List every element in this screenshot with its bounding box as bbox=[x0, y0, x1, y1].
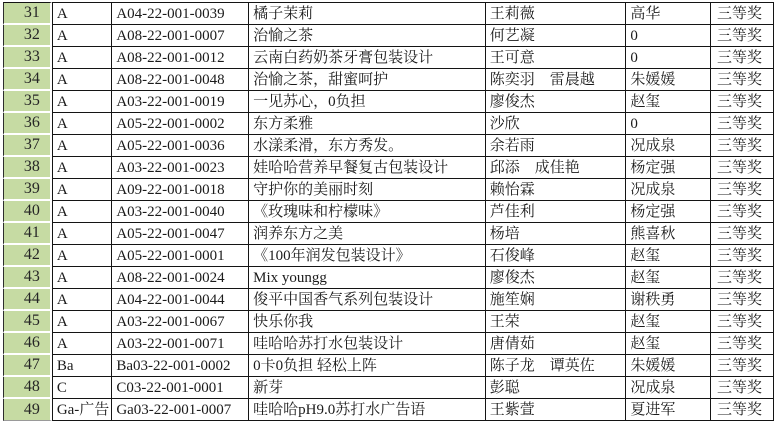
award-table-body bbox=[3, 2, 774, 421]
row-number-cell[interactable]: 36 bbox=[3, 113, 52, 135]
row-number-cell[interactable]: 45 bbox=[3, 311, 52, 333]
row-number-cell[interactable]: 35 bbox=[3, 91, 52, 113]
authors-cell[interactable]: 陈子龙 谭英佐 bbox=[486, 355, 627, 377]
row-number-cell[interactable]: 34 bbox=[3, 69, 52, 91]
table-row bbox=[3, 25, 774, 47]
entry-code-cell[interactable]: A04-22-001-0044 bbox=[112, 289, 249, 311]
award-cell[interactable]: 三等奖 bbox=[711, 135, 774, 157]
category-cell[interactable]: A bbox=[52, 289, 113, 311]
award-cell[interactable]: 三等奖 bbox=[711, 245, 774, 267]
category-cell[interactable]: A bbox=[52, 201, 113, 223]
entry-code-cell[interactable]: A03-22-001-0071 bbox=[112, 333, 249, 355]
table-row bbox=[3, 245, 774, 267]
work-title-cell[interactable]: 《100年润发包装设计》 bbox=[249, 245, 486, 267]
table-row bbox=[3, 69, 774, 91]
entry-code-cell[interactable]: A08-22-001-0048 bbox=[112, 69, 249, 91]
table-row bbox=[3, 135, 774, 157]
category-cell[interactable]: Ba bbox=[52, 355, 113, 377]
work-title-cell[interactable]: 哇哈哈苏打水包装设计 bbox=[249, 333, 486, 355]
authors-cell[interactable]: 余若雨 bbox=[486, 135, 627, 157]
table-row bbox=[3, 179, 774, 201]
advisor-cell[interactable]: 高华 bbox=[626, 2, 711, 25]
award-cell[interactable]: 三等奖 bbox=[711, 289, 774, 311]
row-number-cell[interactable]: 40 bbox=[3, 201, 52, 223]
table-row bbox=[3, 223, 774, 245]
award-cell[interactable]: 三等奖 bbox=[711, 91, 774, 113]
advisor-cell[interactable]: 赵玺 bbox=[626, 245, 711, 267]
work-title-cell[interactable]: 0卡0负担 轻松上阵 bbox=[249, 355, 486, 377]
row-number-cell[interactable]: 46 bbox=[3, 333, 52, 355]
award-cell[interactable]: 三等奖 bbox=[711, 25, 774, 47]
award-cell[interactable]: 三等奖 bbox=[711, 113, 774, 135]
category-cell[interactable]: A bbox=[52, 69, 113, 91]
advisor-cell[interactable]: 朱媛媛 bbox=[626, 69, 711, 91]
award-cell[interactable]: 三等奖 bbox=[711, 47, 774, 69]
authors-cell[interactable]: 王紫萱 bbox=[486, 399, 627, 421]
work-title-cell[interactable]: 娃哈哈营养早餐复古包装设计 bbox=[249, 157, 486, 179]
entry-code-cell[interactable]: A08-22-001-0024 bbox=[112, 267, 249, 289]
row-number-cell[interactable]: 32 bbox=[3, 25, 52, 47]
category-cell[interactable]: A bbox=[52, 157, 113, 179]
category-cell[interactable]: A bbox=[52, 179, 113, 201]
table-row bbox=[3, 311, 774, 333]
entry-code-cell[interactable]: A03-22-001-0067 bbox=[112, 311, 249, 333]
category-cell[interactable]: A bbox=[52, 223, 113, 245]
category-cell[interactable]: A bbox=[52, 47, 113, 69]
award-cell[interactable]: 三等奖 bbox=[711, 267, 774, 289]
category-cell[interactable]: A bbox=[52, 113, 113, 135]
advisor-cell[interactable]: 赵玺 bbox=[626, 311, 711, 333]
authors-cell[interactable]: 彭聪 bbox=[486, 377, 627, 399]
advisor-cell[interactable]: 况成泉 bbox=[626, 377, 711, 399]
entry-code-cell[interactable]: A05-22-001-0001 bbox=[112, 245, 249, 267]
award-cell[interactable]: 三等奖 bbox=[711, 355, 774, 377]
advisor-cell[interactable]: 0 bbox=[626, 47, 711, 69]
work-title-cell[interactable]: 俊平中国香气系列包装设计 bbox=[249, 289, 486, 311]
work-title-cell[interactable]: 润养东方之美 bbox=[249, 223, 486, 245]
table-row bbox=[3, 113, 774, 135]
award-cell[interactable]: 三等奖 bbox=[711, 201, 774, 223]
advisor-cell[interactable]: 杨定强 bbox=[626, 201, 711, 223]
work-title-cell[interactable]: 《玫瑰味和柠檬味》 bbox=[249, 201, 486, 223]
entry-code-cell[interactable]: A08-22-001-0012 bbox=[112, 47, 249, 69]
work-title-cell[interactable]: 新芽 bbox=[249, 377, 486, 399]
entry-code-cell[interactable]: A03-22-001-0040 bbox=[112, 201, 249, 223]
advisor-cell[interactable]: 况成泉 bbox=[626, 179, 711, 201]
entry-code-cell[interactable]: A05-22-001-0002 bbox=[112, 113, 249, 135]
table-row bbox=[3, 91, 774, 113]
authors-cell[interactable]: 廖俊杰 bbox=[486, 91, 627, 113]
entry-code-cell[interactable]: A05-22-001-0047 bbox=[112, 223, 249, 245]
category-cell[interactable]: A bbox=[52, 135, 113, 157]
advisor-cell[interactable]: 熊喜秋 bbox=[626, 223, 711, 245]
table-row bbox=[3, 355, 774, 377]
category-cell[interactable]: A bbox=[52, 2, 113, 25]
work-title-cell[interactable]: 东方柔雅 bbox=[249, 113, 486, 135]
work-title-cell[interactable]: 守护你的美丽时刻 bbox=[249, 179, 486, 201]
award-cell[interactable]: 三等奖 bbox=[711, 377, 774, 399]
entry-code-cell[interactable]: A03-22-001-0019 bbox=[112, 91, 249, 113]
row-number-cell[interactable]: 31 bbox=[3, 2, 52, 25]
row-number-cell[interactable]: 37 bbox=[3, 135, 52, 157]
entry-code-cell[interactable]: C03-22-001-0001 bbox=[112, 377, 249, 399]
authors-cell[interactable]: 廖俊杰 bbox=[486, 267, 627, 289]
entry-code-cell[interactable]: A08-22-001-0007 bbox=[112, 25, 249, 47]
table-row bbox=[3, 333, 774, 355]
advisor-cell[interactable]: 杨定强 bbox=[626, 157, 711, 179]
table-row bbox=[3, 157, 774, 179]
award-cell[interactable]: 三等奖 bbox=[711, 157, 774, 179]
row-number-cell[interactable]: 41 bbox=[3, 223, 52, 245]
category-cell[interactable]: A bbox=[52, 25, 113, 47]
authors-cell[interactable]: 杨培 bbox=[486, 223, 627, 245]
authors-cell[interactable]: 施笙娴 bbox=[486, 289, 627, 311]
row-number-cell[interactable]: 47 bbox=[3, 355, 52, 377]
row-number-cell[interactable]: 44 bbox=[3, 289, 52, 311]
category-cell[interactable]: A bbox=[52, 267, 113, 289]
entry-code-cell[interactable]: Ba03-22-001-0002 bbox=[112, 355, 249, 377]
table-row bbox=[3, 377, 774, 399]
work-title-cell[interactable]: 云南白药奶茶牙膏包装设计 bbox=[249, 47, 486, 69]
award-cell[interactable]: 三等奖 bbox=[711, 399, 774, 421]
advisor-cell[interactable]: 朱媛媛 bbox=[626, 355, 711, 377]
authors-cell[interactable]: 赖怡霖 bbox=[486, 179, 627, 201]
work-title-cell[interactable]: 治愉之茶 bbox=[249, 25, 486, 47]
authors-cell[interactable]: 唐倩茹 bbox=[486, 333, 627, 355]
entry-code-cell[interactable]: A04-22-001-0039 bbox=[112, 2, 249, 25]
award-cell[interactable]: 三等奖 bbox=[711, 69, 774, 91]
table-row bbox=[3, 2, 774, 25]
row-number-cell[interactable]: 38 bbox=[3, 157, 52, 179]
work-title-cell[interactable]: 橘子茉莉 bbox=[249, 2, 486, 25]
category-cell[interactable]: A bbox=[52, 311, 113, 333]
category-cell[interactable]: Ga-广告 bbox=[52, 399, 113, 421]
work-title-cell[interactable]: Mix youngg bbox=[249, 267, 486, 289]
row-number-cell[interactable]: 39 bbox=[3, 179, 52, 201]
table-row bbox=[3, 47, 774, 69]
work-title-cell[interactable]: 一见苏心，0负担 bbox=[249, 91, 486, 113]
entry-code-cell[interactable]: A09-22-001-0018 bbox=[112, 179, 249, 201]
row-number-cell[interactable]: 42 bbox=[3, 245, 52, 267]
row-number-cell[interactable]: 43 bbox=[3, 267, 52, 289]
work-title-cell[interactable]: 治愉之茶，甜蜜呵护 bbox=[249, 69, 486, 91]
category-cell[interactable]: A bbox=[52, 245, 113, 267]
row-number-cell[interactable]: 33 bbox=[3, 47, 52, 69]
advisor-cell[interactable]: 0 bbox=[626, 25, 711, 47]
authors-cell[interactable]: 邱添 成佳艳 bbox=[486, 157, 627, 179]
work-title-cell[interactable]: 快乐你我 bbox=[249, 311, 486, 333]
table-row bbox=[3, 289, 774, 311]
entry-code-cell[interactable]: A05-22-001-0036 bbox=[112, 135, 249, 157]
advisor-cell[interactable]: 赵玺 bbox=[626, 333, 711, 355]
award-cell[interactable]: 三等奖 bbox=[711, 223, 774, 245]
authors-cell[interactable]: 陈奕羽 雷晨越 bbox=[486, 69, 627, 91]
award-cell[interactable]: 三等奖 bbox=[711, 311, 774, 333]
award-results-table bbox=[3, 2, 774, 421]
table-row bbox=[3, 399, 774, 421]
table-row bbox=[3, 267, 774, 289]
authors-cell[interactable]: 石俊峰 bbox=[486, 245, 627, 267]
work-title-cell[interactable]: 水漾柔滑，东方秀发。 bbox=[249, 135, 486, 157]
authors-cell[interactable]: 王可意 bbox=[486, 47, 627, 69]
advisor-cell[interactable]: 赵玺 bbox=[626, 91, 711, 113]
authors-cell[interactable]: 沙欣 bbox=[486, 113, 627, 135]
entry-code-cell[interactable]: A03-22-001-0023 bbox=[112, 157, 249, 179]
advisor-cell[interactable]: 夏进军 bbox=[626, 399, 711, 421]
work-title-cell[interactable]: 哇哈哈pH9.0苏打水广告语 bbox=[249, 399, 486, 421]
row-number-cell[interactable]: 49 bbox=[3, 399, 52, 421]
authors-cell[interactable]: 芦佳利 bbox=[486, 201, 627, 223]
category-cell[interactable]: C bbox=[52, 377, 113, 399]
category-cell[interactable]: A bbox=[52, 333, 113, 355]
authors-cell[interactable]: 王莉薇 bbox=[486, 2, 627, 25]
category-cell[interactable]: A bbox=[52, 91, 113, 113]
authors-cell[interactable]: 何艺凝 bbox=[486, 25, 627, 47]
advisor-cell[interactable]: 赵玺 bbox=[626, 267, 711, 289]
authors-cell[interactable]: 王荣 bbox=[486, 311, 627, 333]
award-cell[interactable]: 三等奖 bbox=[711, 333, 774, 355]
table-row bbox=[3, 201, 774, 223]
row-number-cell[interactable]: 48 bbox=[3, 377, 52, 399]
advisor-cell[interactable]: 况成泉 bbox=[626, 135, 711, 157]
award-cell[interactable]: 三等奖 bbox=[711, 179, 774, 201]
advisor-cell[interactable]: 谢秩勇 bbox=[626, 289, 711, 311]
award-cell[interactable]: 三等奖 bbox=[711, 2, 774, 25]
entry-code-cell[interactable]: Ga03-22-001-0007 bbox=[112, 399, 249, 421]
advisor-cell[interactable]: 0 bbox=[626, 113, 711, 135]
